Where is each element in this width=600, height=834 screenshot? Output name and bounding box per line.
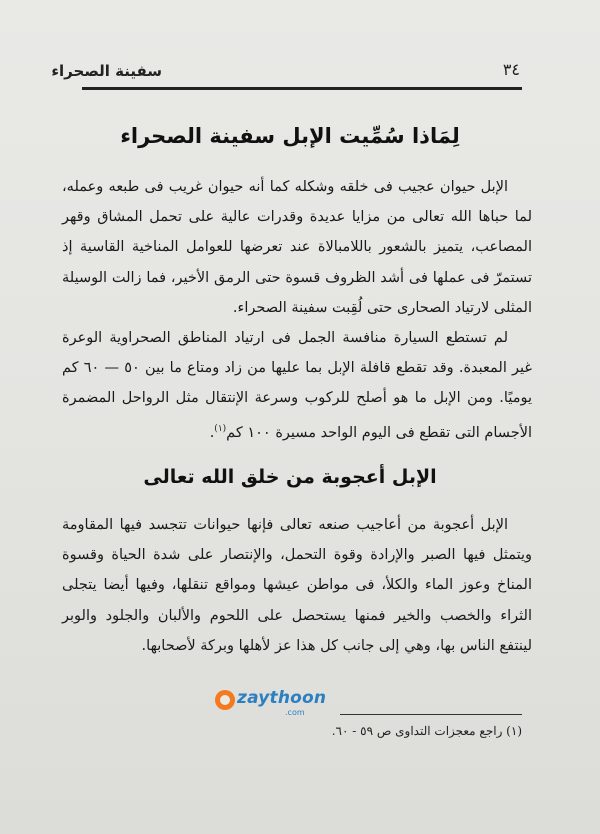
logo-mark-icon <box>215 690 235 710</box>
running-header <box>51 60 522 84</box>
paragraph-camel-wonder: الإبل أعجوبة من أعاجيب صنعه تعالى فإنها حيوانات تتجسد فيها المقاومة ويتمثل فيها الصبر والإرادة وقوة التحمل، والإنتصار على شدة الحياة وقسوة المناخ وعوز الماء والكلأ، فى مواطن عيشها ومواقع تنقلها، وفيها أيضا يتجلى الثراء والخصب والخير فمنها يستحصل على اللحوم والألبان والجلود والوبر لينتفع الناس بها، وهي إلى جانب كل هذا عز لأهلها وبركة لأصحابها. <box>62 517 532 654</box>
book-title: سفينة الصحراء <box>51 62 162 80</box>
section-one-body <box>62 172 532 448</box>
footnote-rule <box>340 714 522 715</box>
zaythoon-logo <box>215 686 325 716</box>
section-heading: الإبل أعجوبة من خلق الله تعالى <box>143 466 437 488</box>
section-two-body <box>62 510 532 661</box>
page-number: ٣٤ <box>502 60 520 79</box>
paragraph-camel-travel-text: لم تستطع السيارة منافسة الجمل فى ارتياد المناطق الصحراوية الوعرة غير المعبدة. وقد تقطع قافلة الإبل بما عليها من زاد ومتاع ما بين ٥٠ — ٦٠ كم يوميًا. ومن الإبل ما هو أصلح للركوب وسرعة الإنتقال مثل الرواحل المضمرة الأجسام التى تقطع فى اليوم الواحد مسيرة ١٠٠ كم <box>62 330 533 441</box>
footnote-reference: (١) <box>214 423 227 434</box>
footnote: (١) راجع معجزات التداوى ص ٥٩ - ٦٠. <box>331 724 522 738</box>
paragraph-camel-description: الإبل حيوان عجيب فى خلقه وشكله كما أنه حيوان غريب فى طبعه وعمله، لما حباها الله تعالى من مزايا عديدة وقدرات عالية على تحمل المشاق وقهر المصاعب، يتميز بالشعور باللامبالاة عند تعرضها للعوامل المناخية القاسية إذ تستمرّ فى عملها فى أشد الظروف قسوة حتى الرمق الأخير، فما زالت الوسيلة المثلى لارتياد الصحارى حتى لُقِبت سفينة الصحراء. <box>62 179 532 316</box>
logo-domain: .com <box>285 708 305 717</box>
logo-wordmark: zaythoon <box>237 688 327 708</box>
header-rule <box>82 87 522 90</box>
paragraph-camel-travel: لم تستطع السيارة منافسة الجمل فى ارتياد المناطق الصحراوية الوعرة غير المعبدة. وقد تقطع قافلة الإبل بما عليها من زاد ومتاع ما بين ٥٠ — ٦٠ كم يوميًا. ومن الإبل ما هو أصلح للركوب وسرعة الإنتقال مثل الرواحل المضمرة الأجسام التى تقطع فى اليوم الواحد مسيرة ١٠٠ كم$^{(١)}$. <box>62 330 533 441</box>
chapter-title: لِمَاذا سُمِّيت الإبل سفينة الصحراء <box>120 124 460 148</box>
